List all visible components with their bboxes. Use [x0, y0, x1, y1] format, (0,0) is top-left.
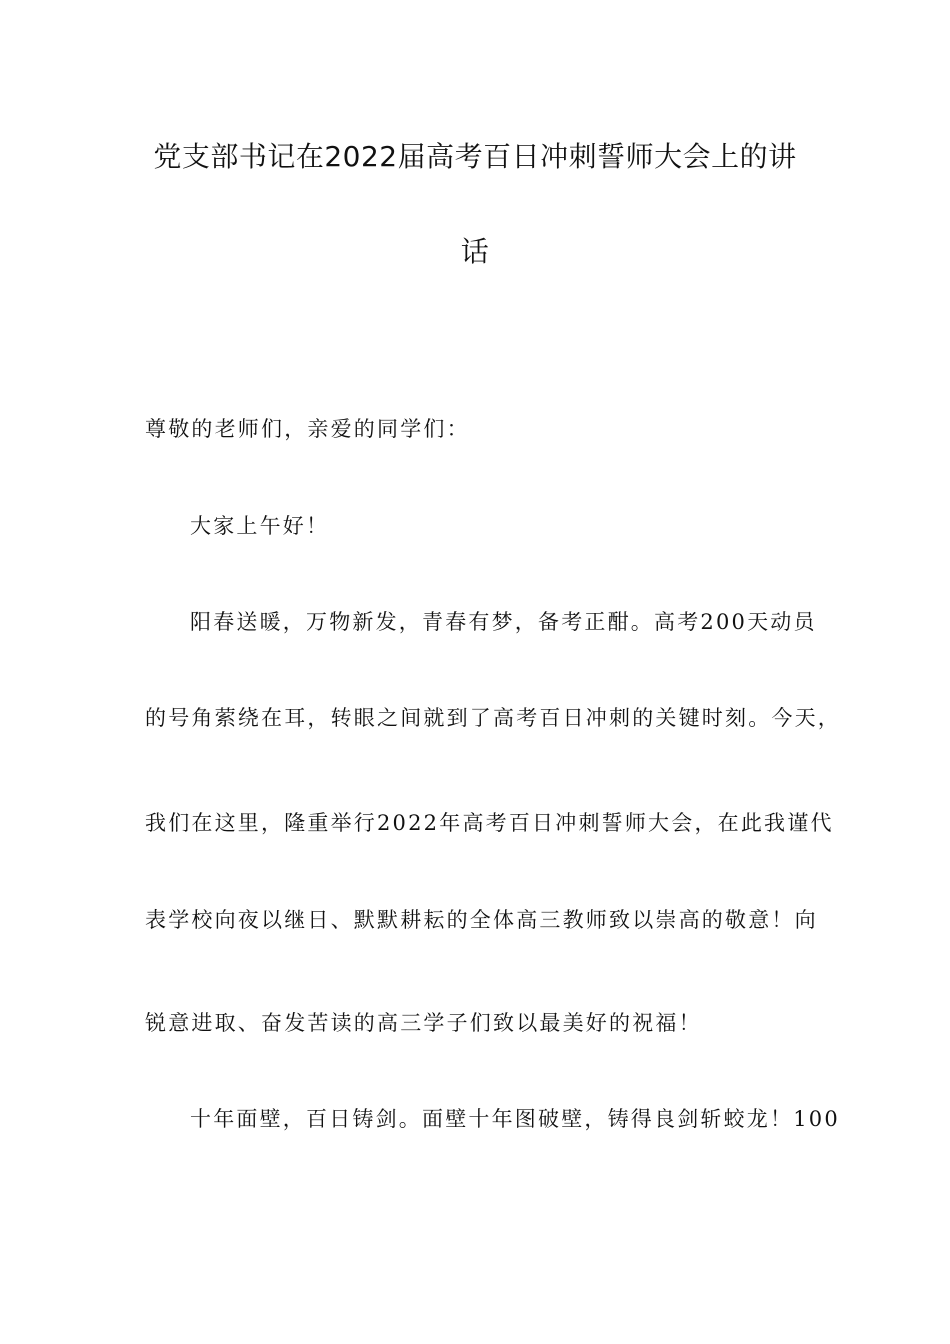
paragraph-1-line-4: 表学校向夜以继日、默默耕耘的全体高三教师致以崇高的敬意！向 — [145, 908, 818, 932]
paragraph-1-line-3: 我们在这里，隆重举行2022年高考百日冲刺誓师大会，在此我谨代 — [145, 811, 834, 835]
document-title-line-2: 话 — [460, 235, 490, 268]
greeting: 大家上午好！ — [190, 514, 330, 538]
document-title-line-1: 党支部书记在2022届高考百日冲刺誓师大会上的讲 — [153, 140, 797, 173]
salutation: 尊敬的老师们，亲爱的同学们： — [145, 417, 470, 441]
paragraph-1-line-1: 阳春送暖，万物新发，青春有梦，备考正酣。高考200天动员 — [190, 610, 817, 634]
paragraph-1-line-2: 的号角萦绕在耳，转眼之间就到了高考百日冲刺的关键时刻。今天， — [145, 706, 841, 730]
paragraph-1-line-5: 锐意进取、奋发苦读的高三学子们致以最美好的祝福！ — [145, 1011, 702, 1035]
paragraph-2-line-1: 十年面壁，百日铸剑。面壁十年图破壁，铸得良剑斩蛟龙！100 — [190, 1107, 840, 1131]
